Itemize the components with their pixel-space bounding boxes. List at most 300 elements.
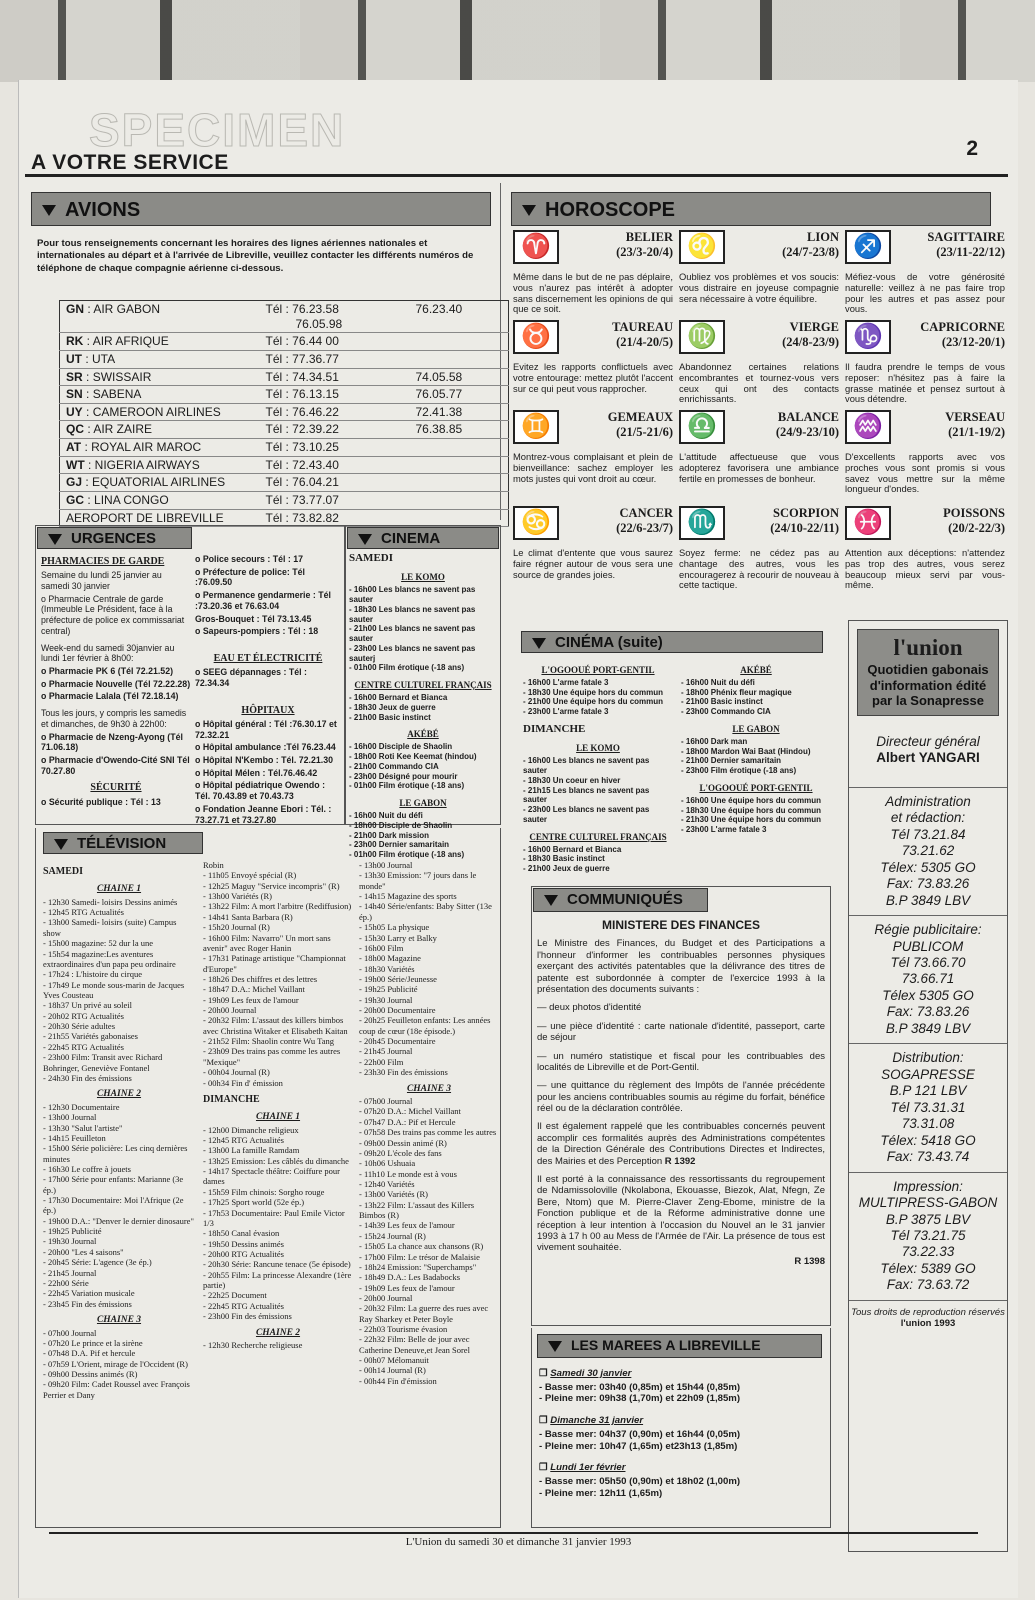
tv-program: - 22h32 Film: Belle de jour avec Catherine Deneuve,et Jean Sorel	[359, 1334, 470, 1355]
cinema-showing: - 21h15 Les blancs ne savent pas sauter	[523, 785, 650, 805]
sign-name	[563, 230, 673, 260]
tv-program: - 13h00 Journal	[43, 1112, 97, 1123]
cinema-showing: - 21h00 Commando CIA	[349, 761, 439, 771]
cinema-showing: - 18h00 Mardon Wai Baat (Hindou)	[681, 746, 811, 756]
airline-alt-tel: 76.23.40	[410, 301, 509, 333]
tv-program: - 19h09 Les feux de l'amour	[203, 994, 299, 1005]
tv-program: - 22h03 Tourisme évasion	[359, 1324, 448, 1335]
cinema-showing: - 01h00 Film érotique (-18 ans)	[349, 781, 465, 791]
airline-code: GC	[66, 492, 84, 507]
sign-dates: (24/10-22/11)	[770, 521, 839, 535]
tv-program: - 18h26 Des chiffres et des lettres	[203, 973, 318, 984]
police-line: o Police secours : Tél : 17	[195, 554, 304, 564]
airline-code: WT	[66, 457, 85, 472]
union-distribution-line: Tél 73.31.31	[890, 1099, 966, 1115]
airline-code: GN	[66, 302, 84, 316]
union-distribution	[849, 1043, 1007, 1171]
horoscope-sign	[513, 506, 673, 594]
cinema-showing: - 23h00 L'arme fatale 3	[523, 707, 609, 717]
airline-tel: Tél : 72.39.22	[265, 422, 339, 437]
cinema-showing: - 21h00 Basic instinct	[349, 712, 431, 722]
cinema-showing: - 18h30 Jeux de guerre	[349, 702, 436, 712]
tv-program: - 17h00 Série pour enfants: Marianne (3e ép.)	[43, 1174, 184, 1195]
cinema-listings	[349, 552, 497, 860]
cinema-showing: - 18h30 Un coeur en hiver	[523, 775, 621, 785]
sign-dates: (23/3-20/4)	[616, 245, 673, 259]
tv-program: - 13h00 La famille Ramdam	[203, 1145, 300, 1156]
union-impression-line: Télex: 5389 GO	[880, 1260, 976, 1276]
tv-program: - 17h31 Patinage artistique "Championnat d'Europe"	[203, 953, 346, 974]
sign-text: Même dans le but de ne pas déplaire, vous n'aurez pas intérêt à adopter sans discernement les opinions de qui que ce soit.	[513, 271, 673, 315]
hopital-nkembo: o Hôpital N'Kembo : Tél. 72.21.30	[195, 755, 333, 765]
sign-title: SAGITTAIRE	[927, 230, 1005, 244]
airline-tel: Tél : 76.44 00	[265, 334, 339, 349]
tv-program: - 14h15 Magazine des sports	[359, 891, 457, 902]
eau-title: EAU ET ÉLECTRICITÉ	[213, 653, 323, 665]
tv-program: - 11h10 Le monde est à vous	[359, 1168, 457, 1179]
airline-row	[60, 474, 509, 492]
airline-name: ROYAL AIR MAROC	[91, 440, 202, 454]
airline-name-cell	[60, 301, 260, 333]
maree-day-label: Lundi 1er février	[550, 1462, 626, 1474]
verseau-icon: ♒	[845, 410, 891, 444]
sign-dates: (24/9-23/10)	[775, 425, 839, 439]
union-impression	[849, 1172, 1007, 1300]
airline-separator: :	[84, 492, 95, 507]
tv-program: - 18h24 Emission: "Superchamps"	[359, 1261, 477, 1272]
sign-dates: (23/12-20/1)	[941, 335, 1005, 349]
horoscope-sign	[679, 506, 839, 594]
specimen-stamp: SPECIMEN	[89, 104, 346, 156]
airline-tel: Tél : 73.10.25	[265, 440, 339, 454]
marees-list	[539, 1368, 827, 1499]
airline-tel: Tél : 76.23.58	[265, 302, 339, 316]
airline-alt-tel	[410, 491, 509, 509]
cinema-showing: - 21h00 Dark mission	[349, 830, 430, 840]
airline-row	[60, 456, 509, 474]
tv-channel: CHAINE 1	[255, 1112, 301, 1123]
urgences-header	[37, 527, 192, 549]
maree-day	[539, 1415, 827, 1427]
daily-note: Tous les jours, y compris les samedis et dimanches, de 9h30 à 22h00:	[41, 708, 187, 729]
cinema-day: SAMEDI	[349, 552, 394, 564]
hopital-melen: o Hôpital Mélen : Tél.76.46.42	[195, 767, 318, 778]
cinema-venue: LE KOMO	[576, 743, 620, 754]
airline-name: LINA CONGO	[94, 492, 169, 507]
airline-name-cell	[60, 368, 260, 386]
airline-alt-tel: 74.05.58	[410, 368, 509, 386]
communique-paragraph-2-text: Il est également rappelé que les contribuables concernés peuvent accomplir ces formalités auprès des Administrations compétentes de la Direction Générale des Contributions Directes et Indirectes, des Mairies et des Perception	[537, 1121, 825, 1167]
sign-name	[729, 230, 839, 260]
airline-name-cell	[60, 491, 260, 509]
airline-tel: Tél : 74.34.51	[265, 369, 339, 384]
tv-program: - 24h30 Fin des émissions	[43, 1072, 132, 1083]
tv-program: - 22h00 Série	[43, 1277, 89, 1288]
tv-program: - 20h02 RTG Actualités	[43, 1010, 124, 1021]
cinema-showing: - 18h00 Phénix fleur magique	[681, 687, 792, 697]
urgences-col-2	[195, 554, 341, 827]
securite-line: o Sécurité publique : Tél : 13	[41, 796, 161, 807]
union-admin-line: 73.21.62	[901, 843, 955, 859]
cinema-showing: - 23h00 L'arme fatale 3	[681, 825, 767, 835]
airline-name-cell	[60, 386, 260, 404]
horoscope-sign	[513, 320, 673, 408]
tv-program: - 18h30 Variétés	[359, 963, 415, 974]
tv-program: - 20h00 Documentaire	[359, 1005, 436, 1016]
sign-dates: (21/5-21/6)	[616, 425, 673, 439]
cinema-showing: - 16h00 Dark man	[681, 736, 748, 746]
airline-alt-tel	[410, 333, 509, 351]
tv-column-3	[359, 860, 499, 1386]
cinema-showing: - 16h00 Bernard et Bianca	[349, 693, 448, 703]
cinema-venue: L'OGOOUÉ PORT-GENTIL	[541, 665, 655, 675]
airline-alt-tel	[410, 350, 509, 368]
airline-alt-tel	[410, 474, 509, 492]
union-distribution-line: SOGAPRESSE	[881, 1066, 975, 1082]
avions-header	[31, 192, 491, 226]
cinema-showing: - 18h00 Disciple de Shaolin	[349, 820, 453, 830]
communique-ref-1: R 1392	[664, 1155, 696, 1167]
tv-program: - 10h06 Ushuaia	[359, 1158, 416, 1169]
cinema-showing: - 16h00 L'arme fatale 3	[523, 677, 609, 687]
fondation-ebori: o Fondation Jeanne Ebori : Tél. : 73.27.71 et 73.27.80	[195, 803, 332, 825]
sign-title: VERSEAU	[945, 410, 1005, 424]
union-admin-line: Tél 73.21.84	[890, 826, 966, 842]
tv-program: - 17h53 Documentaire: Paul Emile Victor 1/3	[203, 1207, 345, 1228]
hopital-ambulance: o Hôpital ambulance :Tél 76.23.44	[195, 742, 336, 753]
tv-program: - 22h25 Document	[203, 1290, 267, 1301]
communique-item-4: — une quittance du règlement des Impôts de l'année précédente pour les anciens contribuables soumis au régime du forfait, bénéfice réel ou de la déclaration contrôlée.	[537, 1080, 825, 1115]
cinema-showing: - 23h00 Les blancs ne savent pas sauter	[523, 805, 650, 824]
directeur-name: Albert YANGARI	[876, 750, 980, 766]
airline-name: EQUATORIAL AIRLINES	[92, 475, 226, 490]
airline-tel-cell	[260, 421, 410, 439]
cinema-venue: L'OGOOUÉ PORT-GENTIL	[699, 782, 813, 793]
airline-name: SABENA	[92, 387, 142, 402]
airline-name-cell	[60, 350, 260, 368]
airline-alt-tel	[410, 509, 509, 527]
tv-program: - 12h45 RTG Actualités	[203, 1135, 284, 1146]
pharmacies-title: PHARMACIES DE GARDE	[41, 556, 165, 567]
tv-program: - 09h20 L'école des fans	[359, 1147, 442, 1158]
maree-basse: - Basse mer: 05h50 (0,90m) et 18h02 (1,00m)	[539, 1475, 741, 1487]
checkbox-icon: ❐	[539, 1415, 551, 1427]
airline-code: RK	[66, 334, 84, 349]
cinema-showing: - 23h00 Commando CIA	[681, 707, 771, 717]
cinema-title: CINEMA	[381, 530, 441, 547]
pharmacies-week: Semaine du lundi 25 janvier au samedi 30 janvier	[41, 570, 162, 591]
union-directeur	[849, 716, 1007, 773]
cinema-venue: LE KOMO	[401, 572, 445, 583]
cinema-showing: - 23h00 Dernier samaritain	[349, 840, 450, 850]
avions-title: AVIONS	[65, 199, 141, 221]
tv-program: - 12h00 Dimanche religieux	[203, 1124, 299, 1135]
airline-code: SR	[66, 369, 83, 384]
airline-tel-cell	[260, 456, 410, 474]
airline-tel-cell	[260, 301, 410, 333]
communiques-body	[537, 918, 825, 1269]
cinema-showing: - 16h00 Bernard et Bianca	[523, 844, 622, 854]
tv-program: - 12h30 Samedi- loisirs Dessins animés	[43, 896, 178, 907]
pharmacy-nouvelle: o Pharmacie Nouvelle (Tél 72.22.28)	[41, 678, 191, 689]
sign-title: BALANCE	[777, 410, 839, 424]
airline-name: SWISSAIR	[92, 369, 152, 384]
airline-tel-cell	[260, 474, 410, 492]
tv-program: - 19h30 Journal	[359, 994, 413, 1005]
tv-program: - 09h20 Film: Cadet Roussel avec François Perrier et Dany	[43, 1379, 190, 1400]
cinema-showing: - 16h00 Nuit du défi	[349, 811, 423, 821]
avions-intro: Pour tous renseignements concernant les horaires des lignes aériennes nationales et internationales au départ et à l'arrivée de Libreville, veuillez contacter les différents numéros de téléphone de chaque compagnie aérienne ci-dessous.	[37, 238, 474, 274]
communique-item-3: — un numéro statistique et fiscal pour les contribuables des localités de Libreville et de Port-Gentil.	[537, 1050, 825, 1073]
union-distribution-line: Distribution:	[892, 1050, 964, 1066]
capricorne-icon: ♑	[845, 320, 891, 354]
marees-header	[537, 1334, 822, 1358]
sign-dates: (22/6-23/7)	[616, 521, 673, 535]
tv-program: - 07h48 D.A. Pif et hercule	[43, 1348, 136, 1359]
vierge-icon: ♍	[679, 320, 725, 354]
droits-text: Tous droits de reproduction réservés	[851, 1306, 1005, 1318]
union-droits	[849, 1300, 1007, 1336]
sign-dates: (23/11-22/12)	[936, 245, 1005, 259]
droits-name: l'union 1993	[900, 1318, 956, 1330]
airline-code: UY	[66, 404, 83, 419]
triangle-icon	[544, 895, 558, 906]
tv-program: - 15h24 Journal (R)	[359, 1230, 426, 1241]
tv-program: - 13h00 Journal	[359, 860, 413, 870]
photo-background	[0, 0, 1035, 82]
tv-program: - 17h30 Documentaire: Moi l'Afrique (2e ép.)	[43, 1195, 184, 1216]
sign-text: L'attitude affectueuse que vous adopterez favorisera une ambiance fertile en promesses de bonheur.	[679, 451, 839, 484]
tv-program: - 13h22 Film: A mort l'arbitre (Rediffusion)	[203, 901, 352, 912]
tv-program: - 14h39 Les feux de l'amour	[359, 1220, 455, 1231]
tv-channel: CHAINE 2	[96, 1089, 142, 1100]
tv-program: - 15h00 Série policière: Les cinq dernières minutes	[43, 1143, 188, 1164]
maree-pleine: - Pleine mer: 12h11 (1,65m)	[539, 1487, 663, 1499]
tv-program: - 22h00 Film	[359, 1056, 404, 1067]
tv-program: - 21h55 Variétés gabonaises	[43, 1031, 138, 1042]
cinema-header	[347, 527, 499, 549]
horoscope-sign	[513, 410, 673, 498]
sign-title: LION	[807, 230, 839, 244]
poissons-icon: ♓	[845, 506, 891, 540]
sign-name	[729, 506, 839, 536]
cinema-showing: - 21h00 Dernier samaritain	[681, 756, 782, 766]
airline-tel: Tél : 73.77.07	[265, 492, 339, 507]
horoscope-sign	[679, 230, 839, 318]
union-impression-line: MULTIPRESS-GABON	[858, 1195, 998, 1211]
urgences-col-1	[41, 556, 191, 809]
airline-code: SN	[66, 387, 83, 402]
union-regie-line: Régie publicitaire:	[874, 922, 982, 938]
airline-code: GJ	[66, 475, 83, 490]
union-distribution-line: 73.31.08	[901, 1116, 955, 1132]
cinema-showing: - 23h00 Désigné pour mourir	[349, 771, 458, 781]
union-admin-line: Télex: 5305 GO	[880, 859, 976, 875]
tv-program: - 13h00 Variétés (R)	[359, 1189, 429, 1200]
union-impression-line: B.P 3875 LBV	[885, 1211, 971, 1227]
tv-program: - 15h30 Larry et Balky	[359, 932, 437, 943]
tv-day: SAMEDI	[43, 866, 84, 877]
airline-separator: :	[81, 440, 92, 454]
airline-name-cell	[60, 421, 260, 439]
horoscope-sign	[845, 230, 1005, 318]
hopitaux-title: HÔPITAUX	[241, 704, 295, 716]
tv-column-1	[43, 860, 195, 1400]
tv-program: - 13h00 Variétés (R)	[203, 891, 273, 902]
maree-pleine: - Pleine mer: 09h38 (1,70m) et 22h09 (1,85m)	[539, 1393, 741, 1405]
airline-name-cell	[60, 474, 260, 492]
airline-code: UT	[66, 351, 82, 366]
airline-tel: Tél : 76.13.15	[265, 387, 339, 402]
airline-row	[60, 509, 509, 527]
scorpion-icon: ♏	[679, 506, 725, 540]
cinema-venue: LE GABON	[732, 723, 780, 734]
airline-tel: Tél : 76.04.21	[265, 475, 339, 490]
airline-row	[60, 421, 509, 439]
tv-program: - 07h00 Journal	[359, 1096, 413, 1107]
airline-tel-cell	[260, 491, 410, 509]
tv-program: - 20h55 Film: La princesse Alexandre (1ère partie)	[203, 1269, 352, 1291]
tv-program: - 15h59 Film chinois: Sorgho rouge	[203, 1186, 325, 1197]
airline-tel-cell	[260, 368, 410, 386]
maree-basse: - Basse mer: 04h37 (0,90m) et 16h44 (0,05m)	[539, 1428, 741, 1440]
checkbox-icon: ❐	[539, 1462, 551, 1474]
directeur-label: Directeur général	[876, 733, 980, 749]
hopital-owendo: o Hôpital pédiatrique Owendo : Tél. 70.43.89 et 70.43.73	[195, 780, 325, 802]
triangle-icon	[522, 205, 536, 216]
tv-program: - 21h45 Journal	[43, 1267, 97, 1278]
triangle-icon	[54, 839, 68, 850]
tv-program: - 19h00 D.A.: "Denver le dernier dinosaure"	[43, 1215, 194, 1226]
tv-program: - 19h50 Dessins animés	[203, 1238, 284, 1249]
pharmacy-lalala: o Pharmacie Lalala (Tél 72.18.14)	[41, 691, 179, 702]
tv-program: - 13h00 Samedi- loisirs (suite) Campus show	[43, 917, 177, 938]
communique-paragraph-1: Le Ministre des Finances, du Budget et des Participations a l'honneur d'informer les contribuables personnes physiques exerçant des activités patentables que la délivrance des titres de patente est subordonnée à compter de l'exercice 1993 à la présentation des documents suivants :	[537, 938, 825, 995]
sign-dates: (20/2-22/3)	[948, 521, 1005, 535]
pompiers-line: o Sapeurs-pompiers : Tél : 18	[195, 626, 319, 637]
airline-alt-tel	[410, 439, 509, 457]
urgences-title: URGENCES	[71, 530, 157, 547]
tv-program: - 15h05 La chance aux chansons (R)	[359, 1241, 484, 1252]
sign-dates: (21/1-19/2)	[948, 425, 1005, 439]
tv-program: - 22h45 RTG Actualités	[43, 1041, 124, 1052]
maree-day-label: Dimanche 31 janvier	[550, 1415, 644, 1427]
cinema-suite-right	[681, 658, 831, 835]
section-title: A VOTRE SERVICE	[31, 151, 229, 174]
cinema-showing: - 18h00 Roti Kee Keemat (hindou)	[349, 752, 477, 762]
union-panel	[848, 620, 1008, 1552]
tv-program: - 18h47 D.A.: Michel Vaillant	[203, 984, 305, 995]
airline-separator: :	[82, 369, 93, 384]
tv-channel: CHAINE 3	[96, 1315, 142, 1325]
horoscope-sign	[679, 320, 839, 408]
airline-tel-cell	[260, 333, 410, 351]
union-regie-line: 73.66.71	[901, 971, 955, 987]
cinema-showing: - 16h00 Les blancs ne savent pas sauter	[523, 756, 650, 776]
pharmacy-pk6: o Pharmacie PK 6 (Tél 72.21.52)	[41, 665, 174, 676]
union-distribution-line: Fax: 73.43.74	[886, 1149, 970, 1165]
union-regie-line: B.P 3849 LBV	[885, 1020, 971, 1036]
union-regie-line: Fax: 73.83.26	[886, 1004, 970, 1020]
tv-program: - 23h45 Fin des émissions	[43, 1298, 132, 1309]
tv-program: - 14h40 Série/enfants: Baby Sitter (13e ép.)	[359, 901, 492, 922]
lion-icon: ♌	[679, 230, 725, 264]
airline-row	[60, 386, 509, 404]
tv-program: - 09h00 Dessin animé (R)	[359, 1137, 447, 1148]
sign-title: POISSONS	[943, 506, 1005, 520]
airline-name-cell	[60, 456, 260, 474]
cinema-showing: - 18h30 Une équipe hors du commun	[523, 687, 664, 697]
airline-tel-b: 76.05.98	[295, 316, 343, 331]
tv-program: - 07h47 D.A.: Pif et Hercule	[359, 1116, 456, 1127]
marees-title: LES MAREES A LIBREVILLE	[571, 1337, 761, 1353]
sign-dates: (21/4-20/5)	[616, 335, 673, 349]
sign-name	[895, 506, 1005, 536]
sign-text: Montrez-vous complaisant et plein de bienveillance: sachez employer les mots justes qui vont droit au cœur.	[513, 451, 673, 484]
airline-row	[60, 439, 509, 457]
cinema-showing: - 23h00 Film érotique (-18 ans)	[681, 766, 797, 776]
footer-rule	[49, 1532, 978, 1534]
tv-program: - 22h45 Variation musicale	[43, 1288, 135, 1299]
airline-row	[60, 491, 509, 509]
tv-program: - 14h41 Santa Barbara (R)	[203, 911, 293, 922]
cinema-suite-title: CINÉMA (suite)	[555, 634, 663, 651]
cinema-showing: - 18h30 Une équipe hors du commun	[681, 805, 822, 815]
tv-program: - 15h54 magazine:Les aventures extraordinaires d'un papa peu ordinaire	[43, 948, 176, 969]
television-header	[43, 832, 203, 854]
triangle-icon	[42, 205, 56, 216]
tv-program: - 16h00 Film: Navarro" Un mort sans avenir" avec Roger Hanin	[203, 932, 331, 953]
tv-channel: CHAINE 1	[96, 884, 142, 895]
tv-program: - 19h30 Journal	[43, 1236, 97, 1247]
union-title: l'union	[893, 635, 963, 660]
union-regie-line: PUBLICOM	[892, 938, 964, 954]
sign-text: Abandonnez certaines relations encombrantes et tournez-vous vers ceux qui ont des contacts enrichissants.	[679, 361, 839, 405]
tv-program: - 16h30 Le coffre à jouets	[43, 1163, 131, 1174]
cinema-showing: - 18h30 Basic instinct	[523, 854, 605, 864]
airline-name-cell	[60, 333, 260, 351]
union-impression-line: Impression:	[893, 1178, 963, 1194]
tv-program: - 23h09 Des trains pas comme les autres "Mexique"	[203, 1046, 341, 1067]
union-impression-line: Fax: 73.63.72	[886, 1277, 970, 1293]
sign-text: D'excellents rapports avec vos proches vous sont promis si vous savez vous mettre sur la même longueur d'ondes.	[845, 451, 1005, 495]
airline-alt-tel: 76.38.85	[410, 421, 509, 439]
cinema-suite-header	[521, 631, 823, 653]
cinema-venue: CENTRE CULTUREL FRANÇAIS	[529, 831, 667, 842]
union-subtitle: Quotidien gabonais d'information édité par la Sonapresse	[867, 662, 989, 709]
union-admin-line: et rédaction:	[890, 810, 966, 826]
cinema-showing: - 21h30 Une équipe hors du commun	[681, 815, 822, 825]
tv-program: - 07h58 Des trains pas comme les autres	[359, 1127, 497, 1138]
sign-text: Evitez les rapports conflictuels avec votre entourage: mettez plutôt l'accent sur ce qui peut vous rapprocher.	[513, 361, 673, 394]
tv-program: - 15h20 Journal (R)	[203, 922, 270, 933]
airline-row	[60, 333, 509, 351]
union-admin-line: Fax: 73.83.26	[886, 876, 970, 892]
weekend-note: Week-end du samedi 30janvier au lundi 1er février à 8h00:	[41, 642, 175, 664]
airline-separator: :	[84, 457, 95, 472]
gros-bouquet-line: Gros-Bouquet : Tél 73.13.45	[195, 613, 312, 624]
television-title: TÉLÉVISION	[77, 835, 167, 852]
tv-program: - 20h25 Feuilleton enfants: Les années coup de cœur (18e épisode.)	[359, 1015, 491, 1036]
tv-program: - 17h24 : L'histoire du cirque	[43, 969, 143, 980]
airline-separator: :	[82, 351, 93, 366]
communiques-header	[533, 888, 708, 912]
tv-program: Robin	[203, 860, 224, 870]
union-admin-line: Administration	[885, 793, 971, 809]
communiques-title: COMMUNIQUÉS	[567, 891, 683, 908]
sign-text: Il faudra prendre le temps de vous reposer: n'hésitez pas à faire la grasse matinée et pensez surtout à vous détendre.	[845, 361, 1005, 405]
tv-program: - 07h20 Le prince et la sirène	[43, 1337, 143, 1348]
